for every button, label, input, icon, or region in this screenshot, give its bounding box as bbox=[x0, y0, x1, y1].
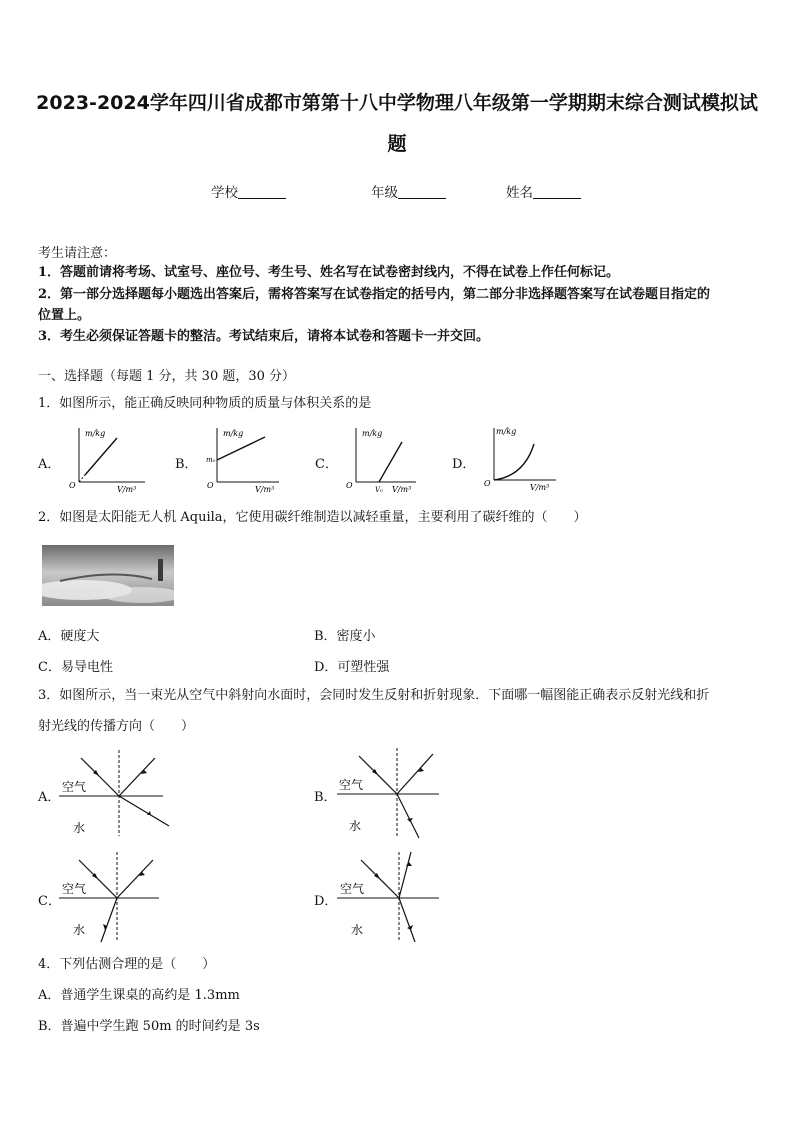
q1b-ylabel: m/kg bbox=[223, 429, 244, 438]
page-title-line2: 题 bbox=[387, 133, 407, 155]
q1-option-c: C． bbox=[315, 457, 338, 472]
q3a-air-label: 空气 bbox=[62, 780, 87, 794]
q1-graph-d bbox=[480, 422, 560, 494]
q1-option-b: B． bbox=[175, 457, 198, 472]
q1b-m0: m₀ bbox=[206, 456, 216, 464]
notice-item-1: 1．答题前请将考场、试室号、座位号、考生号、姓名写在试卷密封线内，不得在试卷上作任何标记。 bbox=[38, 265, 620, 280]
q3-diagram-b bbox=[337, 746, 441, 841]
q1b-origin: O bbox=[207, 481, 214, 490]
notice-item-2-cont: 位置上。 bbox=[38, 308, 91, 323]
q1c-origin: O bbox=[346, 481, 353, 490]
q1a-ylabel: m/kg bbox=[85, 429, 106, 438]
q3c-air-label: 空气 bbox=[62, 882, 87, 896]
q1b-xlabel: V/m³ bbox=[255, 485, 275, 494]
notice-item-2: 2．第一部分选择题每小题选出答案后，需将答案写在试卷指定的括号内，第二部分非选择题答案写在试卷题目指定的 bbox=[38, 287, 711, 302]
q3-stem-line1: 3．如图所示，当一束光从空气中斜射向水面时，会同时发生反射和折射现象．下面哪一幅图能正确表示反射光线和折 bbox=[38, 688, 710, 703]
q1d-origin: O bbox=[484, 479, 491, 488]
page-title-line1: 2023-2024学年四川省成都市第第十八中学物理八年级第一学期期末综合测试模拟试 bbox=[36, 92, 758, 114]
school-field bbox=[211, 181, 286, 201]
q4-option-b: B．普遍中学生跑 50m 的时间约是 3s bbox=[38, 1019, 260, 1034]
name-label: 姓名 bbox=[506, 185, 533, 201]
q1a-xlabel: V/m³ bbox=[117, 485, 137, 494]
q3d-air-label: 空气 bbox=[340, 882, 365, 896]
q3-diagram-d bbox=[337, 850, 441, 945]
q1d-ylabel: m/kg bbox=[496, 427, 517, 436]
q3b-air-label: 空气 bbox=[339, 778, 364, 792]
q4-stem: 4．下列估测合理的是（ ） bbox=[38, 957, 216, 972]
q1-graph-c bbox=[342, 422, 422, 494]
school-label: 学校 bbox=[211, 185, 238, 201]
q3a-water-label: 水 bbox=[73, 821, 86, 835]
q3b-water-label: 水 bbox=[349, 819, 362, 833]
q1c-ylabel: m/kg bbox=[362, 429, 383, 438]
q3d-water-label: 水 bbox=[351, 923, 364, 937]
notice-heading: 考生请注意： bbox=[38, 246, 117, 261]
q3c-water-label: 水 bbox=[73, 923, 86, 937]
q3-option-d: D． bbox=[314, 894, 338, 909]
q2-option-b: B．密度小 bbox=[314, 629, 376, 644]
name-field bbox=[506, 181, 581, 201]
q1d-xlabel: V/m³ bbox=[530, 483, 550, 492]
section-heading: 一、选择题（每题 1 分，共 30 题，30 分） bbox=[38, 369, 296, 384]
q1a-origin: O bbox=[69, 481, 76, 490]
q3-diagram-c bbox=[59, 850, 163, 943]
q3-stem-line2: 射光线的传播方向（ ） bbox=[38, 719, 195, 734]
q2-option-d: D．可塑性强 bbox=[314, 660, 390, 675]
q1-option-d: D． bbox=[452, 457, 476, 472]
name-blank bbox=[533, 185, 581, 199]
q1-graph-b bbox=[203, 422, 293, 494]
school-blank bbox=[238, 185, 286, 199]
aquila-drone-photo bbox=[42, 545, 174, 606]
grade-blank bbox=[398, 185, 446, 199]
q2-option-c: C．易导电性 bbox=[38, 660, 113, 675]
q1c-xlabel: V/m³ bbox=[392, 485, 412, 494]
q1c-v0: V₀ bbox=[375, 486, 383, 494]
q1-option-a: A． bbox=[38, 457, 61, 472]
q3-diagram-a bbox=[59, 746, 171, 838]
q2-stem: 2．如图是太阳能无人机 Aquila，它使用碳纤维制造以减轻重量，主要利用了碳纤维的（ ） bbox=[38, 510, 587, 525]
q3-option-a: A． bbox=[38, 790, 61, 805]
q2-option-a: A．硬度大 bbox=[38, 629, 100, 644]
q3-option-c: C． bbox=[38, 894, 61, 909]
grade-label: 年级 bbox=[371, 185, 398, 201]
notice-item-3: 3．考生必须保证答题卡的整洁。考试结束后，请将本试卷和答题卡一并交回。 bbox=[38, 329, 490, 344]
q3-option-b: B． bbox=[314, 790, 337, 805]
q4-option-a: A．普通学生课桌的高约是 1.3mm bbox=[38, 988, 240, 1003]
q1-stem: 1．如图所示，能正确反映同种物质的质量与体积关系的是 bbox=[38, 396, 372, 411]
q1-graph-a bbox=[65, 422, 165, 494]
grade-field bbox=[371, 181, 446, 201]
